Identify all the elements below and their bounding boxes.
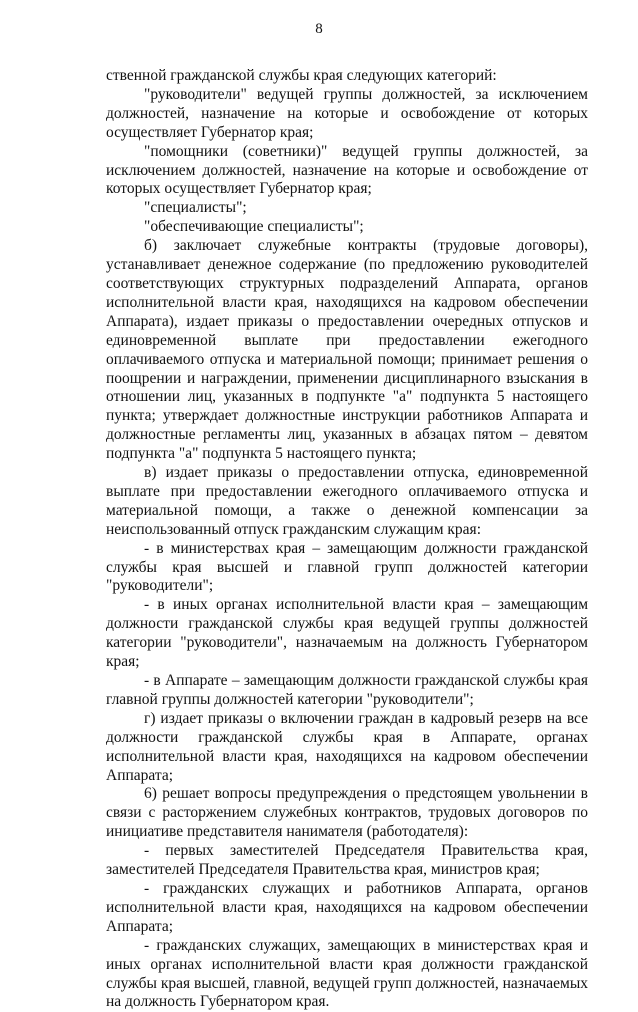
paragraph: "помощники (советники)" ведущей группы должностей, за исключением должностей, назначение на которые и освобождение от которых осуществляет Губернатор края; <box>106 142 588 198</box>
paragraph: - в иных органах исполнительной власти края – замещающим должности гражданской службы края ведущей группы должностей категории "руководители", назначаемым на должность Губернатором края; <box>106 596 588 671</box>
paragraph: г) издает приказы о включении граждан в кадровый резерв на все должности гражданской службы края в Аппарате, органах исполнительной власти края, находящихся на кадровом обеспечении Аппарата; <box>106 709 588 784</box>
paragraph: б) заключает служебные контракты (трудовые договоры), устанавливает денежное содержание (по предложению руководителей соответствующих структурных подразделений Аппарата, органов исполнительной власти края, находящихся на кадровом обеспечении Аппарата), издает приказы о предоставлении очередных отпусков и единовременной выплате при предоставлении ежегодного оплачиваемого отпуска и материальной помощи; принимает решения о поощрении и награждении, применении дисциплинарного взыскания в отношении лиц, указанных в подпункте "а" подпункта 5 настоящего пункта; утверждает должностные инструкции работников Аппарата и должностные регламенты лиц, указанных в абзацах пятом – девятом подпункта "а" подпункта 5 настоящего пункта; <box>106 237 588 463</box>
paragraph: "обеспечивающие специалисты"; <box>144 218 364 236</box>
paragraph: ственной гражданской службы края следующих категорий: <box>106 67 497 84</box>
document-body <box>106 67 588 1012</box>
paragraph: - гражданских служащих, замещающих в министерствах края и иных органах исполнительной власти края должности гражданской службы края высшей, главной, ведущей групп должностей, назначаемых на должность Губернатором края. <box>106 936 588 1011</box>
paragraph: "руководители" ведущей группы должностей, за исключением должностей, назначение на которые и освобождение от которых осуществляет Губернатор края; <box>106 85 588 141</box>
paragraph: - в Аппарате – замещающим должности гражданской службы края главной группы должностей категории "руководители"; <box>106 672 588 708</box>
page-number: 8 <box>315 21 323 37</box>
paragraph: в) издает приказы о предоставлении отпуска, единовременной выплате при предоставлении ежегодного оплачиваемого отпуска и материальной помощи, а также о денежной компенсации за неиспользованный отпуск гражданским служащим края: <box>106 464 588 538</box>
paragraph: - первых заместителей Председателя Правительства края, заместителей Председателя Правительства края, министров края; <box>106 842 588 879</box>
paragraph: 6) решает вопросы предупреждения о предстоящем увольнении в связи с расторжением служебных контрактов, трудовых договоров по инициативе представителя нанимателя (работодателя): <box>106 785 588 841</box>
paragraph: - в министерствах края – замещающим должности гражданской службы края высшей и главной групп должностей категории "руководители"; <box>106 539 588 595</box>
paragraph: - гражданских служащих и работников Аппарата, органов исполнительной власти края, находящихся на кадровом обеспечении Аппарата; <box>106 879 588 935</box>
paragraph: "специалисты"; <box>144 199 247 217</box>
